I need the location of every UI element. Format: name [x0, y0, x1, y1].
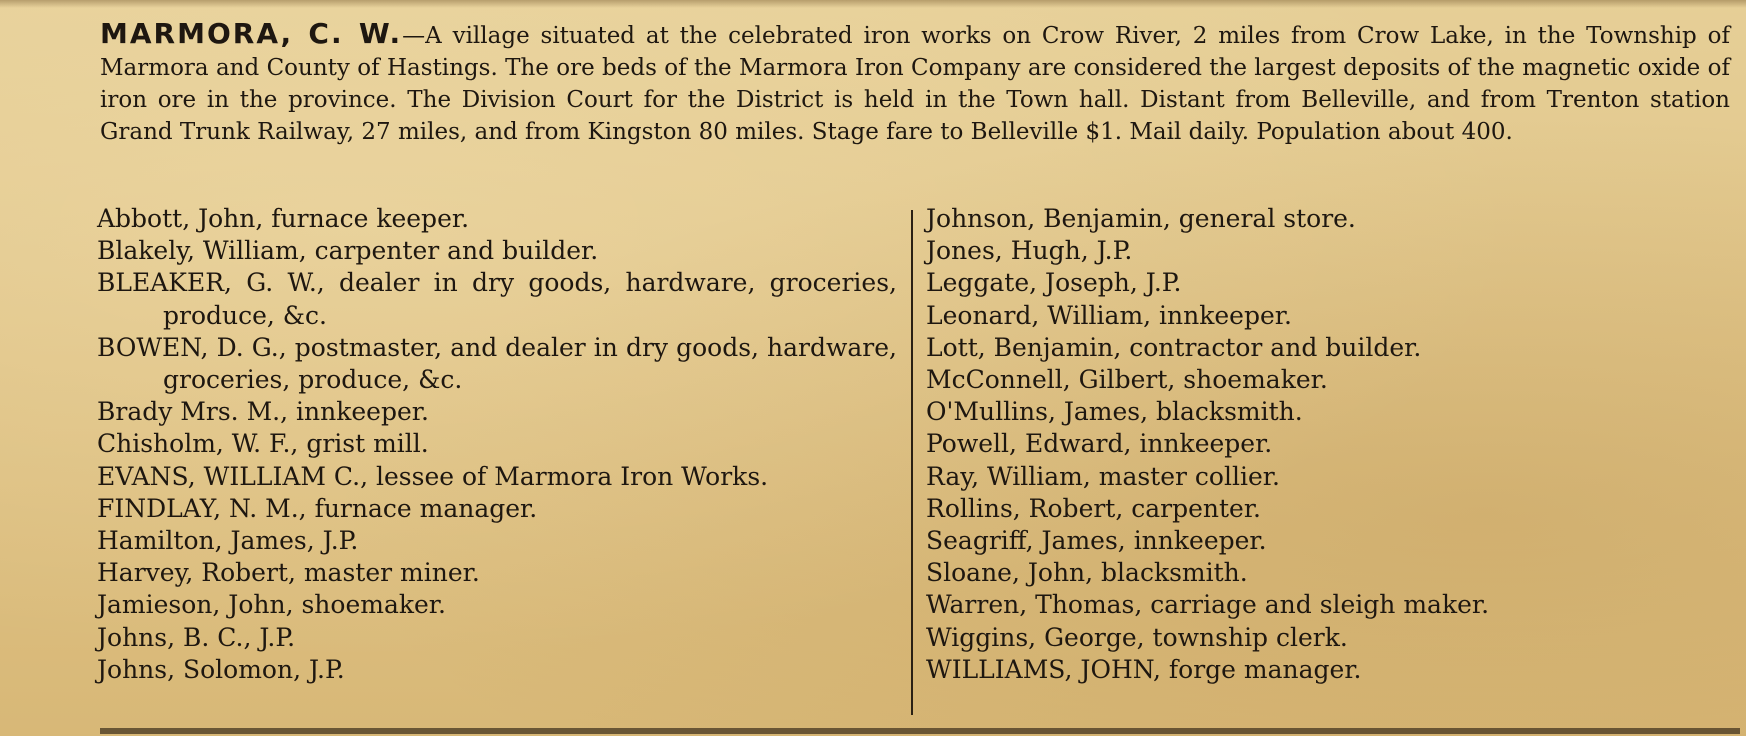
list-item: Chisholm, W. F., grist mill. — [97, 429, 429, 459]
list-item: Powell, Edward, innkeeper. — [926, 429, 1273, 459]
list-item: Sloane, John, blacksmith. — [926, 558, 1248, 588]
list-item: Ray, William, master collier. — [926, 461, 1280, 491]
list-item: Warren, Thomas, carriage and sleigh maker. — [926, 590, 1490, 620]
list-item: Rollins, Robert, carpenter. — [926, 493, 1261, 523]
heading-dash: — — [402, 23, 426, 49]
list-item: Jamieson, John, shoemaker. — [97, 590, 446, 620]
right-column — [926, 203, 1726, 686]
left-column — [97, 203, 897, 686]
list-item: Jones, Hugh, J.P. — [926, 236, 1133, 266]
list-item: Abbott, John, furnace keeper. — [97, 204, 470, 233]
list-item: Hamilton, James, J.P. — [97, 526, 359, 556]
list-item: BOWEN, D. G., postmaster, and dealer in dry goods, hardware, groceries, produce, &c. — [97, 332, 897, 395]
list-item: Brady Mrs. M., innkeeper. — [97, 397, 429, 427]
bottom-rule — [100, 728, 1740, 734]
list-item: Leggate, Joseph, J.P. — [926, 268, 1182, 298]
list-item: BLEAKER, G. W., dealer in dry goods, hardware, groceries, produce, &c. — [97, 268, 897, 330]
list-item: Johnson, Benjamin, general store. — [926, 204, 1356, 233]
list-item: Johns, Solomon, J.P. — [97, 654, 345, 684]
place-entry — [100, 18, 1730, 148]
list-item: Lott, Benjamin, contractor and builder. — [926, 332, 1422, 362]
column-divider — [911, 210, 913, 715]
list-item: Leonard, William, innkeeper. — [926, 300, 1292, 330]
top-rule — [0, 0, 1746, 8]
list-item: Wiggins, George, township clerk. — [926, 622, 1348, 652]
list-item: Blakely, William, carpenter and builder. — [97, 236, 599, 266]
list-item: McConnell, Gilbert, shoemaker. — [926, 365, 1328, 395]
place-name: MARMORA, C. W. — [100, 17, 403, 50]
list-item: EVANS, WILLIAM C., lessee of Marmora Iron Works. — [97, 461, 769, 491]
list-item: WILLIAMS, JOHN, forge manager. — [926, 654, 1362, 684]
list-item: Harvey, Robert, master miner. — [97, 558, 480, 588]
list-item: Seagriff, James, innkeeper. — [926, 526, 1267, 556]
list-item: O'Mullins, James, blacksmith. — [926, 397, 1303, 427]
place-description: A village situated at the celebrated iron works on Crow River, 2 miles from Crow Lake, in the Township of Marmora and County of Hastings. The ore beds of the Marmora Iron Company are considered the largest deposits of the magnetic oxide of iron ore in the province. The Division Court for the District is held in the Town hall. Distant from Belleville, and from Trenton station Grand Trunk Railway, 27 miles, and from Kingston 80 miles. Stage fare to Belleville $1. Mail daily. Population about 400. — [100, 23, 1730, 145]
list-item: FINDLAY, N. M., furnace manager. — [97, 493, 538, 523]
list-item: Johns, B. C., J.P. — [97, 622, 296, 652]
